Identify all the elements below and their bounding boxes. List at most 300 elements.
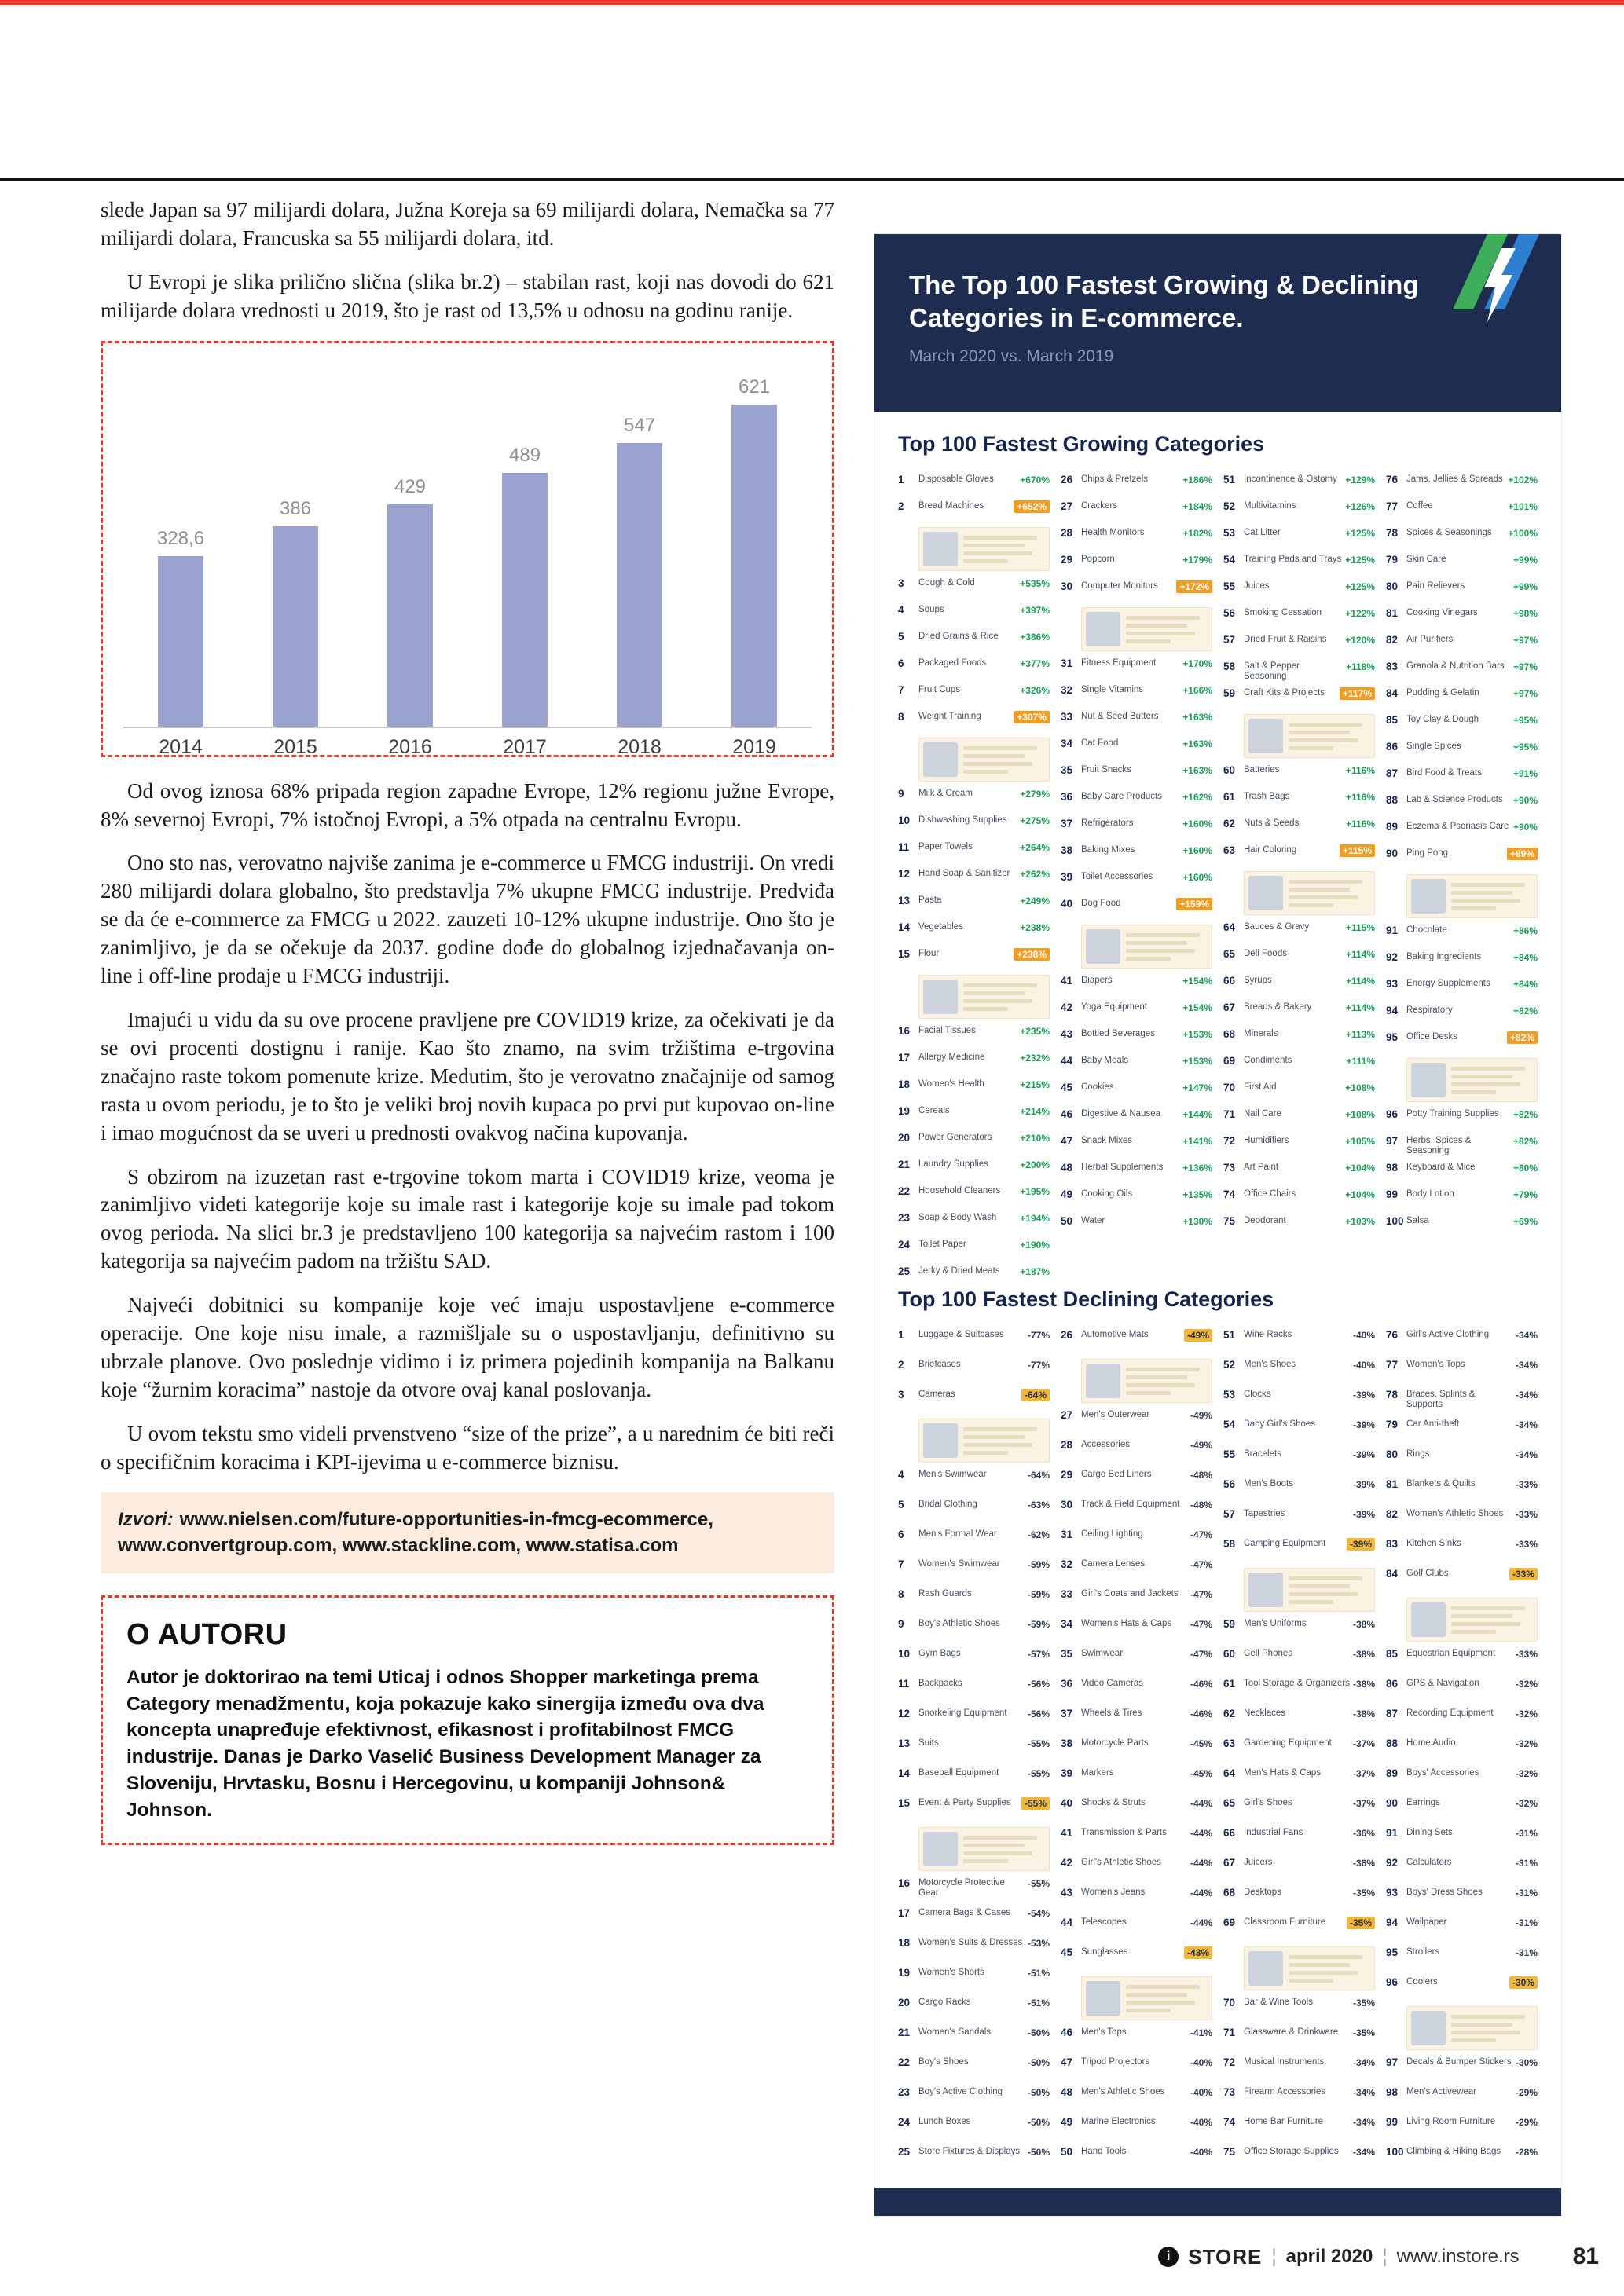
- category-name: Ceiling Lighting: [1081, 1529, 1143, 1539]
- category-rank: 15: [898, 1797, 911, 1809]
- article-paragraph: Najveći dobitnici su kompanije koje već imaju uspostavljene e-commerce operacije. One koje nisu imale, a razmišljale su o uspostavljanju, definitivno su ubrzale planove. Ovo poslednje vidimo i iz primera pojedinih kompanija na Balkanu koje “žurnim koracima” nastoje da otvore ovaj kanal poslovanja.: [101, 1293, 834, 1401]
- category-item: [1061, 1000, 1212, 1027]
- category-item: [1223, 552, 1375, 579]
- bar-year-label: 2016: [388, 735, 432, 758]
- category-name: Dried Grains & Rice: [918, 632, 999, 641]
- category-name: Spices & Seasonings: [1406, 528, 1492, 537]
- bar-year-label: 2015: [273, 735, 317, 758]
- category-item: [898, 1327, 1050, 1357]
- category-value: -34%: [1515, 1360, 1538, 1371]
- category-name: Earrings: [1406, 1798, 1440, 1807]
- category-name: Bracelets: [1244, 1449, 1281, 1459]
- category-rank: 64: [1223, 921, 1236, 933]
- category-value: -50%: [1027, 2087, 1050, 2098]
- page-footer: [786, 2243, 1599, 2270]
- category-rank: 95: [1386, 1946, 1399, 1958]
- category-rank: 24: [898, 2116, 911, 2128]
- category-item: [898, 1965, 1050, 1995]
- category-value: +190%: [1020, 1240, 1050, 1251]
- category-value: +159%: [1176, 898, 1212, 910]
- category-item: [1386, 1945, 1538, 1975]
- category-name: Musical Instruments: [1244, 2057, 1325, 2067]
- category-rank: 34: [1061, 1618, 1073, 1630]
- category-value: +108%: [1345, 1109, 1375, 1120]
- category-name: Minerals: [1244, 1029, 1278, 1038]
- category-rank: 10: [898, 1648, 911, 1660]
- bar-year-label: 2019: [732, 735, 776, 758]
- category-name: Facial Tissues: [918, 1026, 976, 1035]
- callout-text-placeholder: [1451, 1063, 1533, 1097]
- category-rank: 54: [1223, 554, 1236, 566]
- category-item: [898, 1587, 1050, 1617]
- page-number: 81: [1572, 2243, 1599, 2269]
- category-rank: 31: [1061, 1529, 1073, 1540]
- category-rank: 56: [1223, 607, 1236, 619]
- category-name: Vegetables: [918, 922, 963, 932]
- category-rank: 96: [1386, 1108, 1399, 1120]
- category-value: -47%: [1190, 1619, 1212, 1630]
- category-value: +111%: [1346, 1056, 1375, 1067]
- category-value: +113%: [1345, 1029, 1375, 1040]
- category-item: [1061, 2115, 1212, 2144]
- category-rank: 4: [898, 1469, 904, 1481]
- category-value: -59%: [1027, 1559, 1050, 1570]
- category-item: [1061, 843, 1212, 870]
- category-rank: 15: [898, 948, 911, 960]
- category-rank: 39: [1061, 871, 1073, 883]
- category-rank: 81: [1386, 607, 1399, 619]
- category-item: [1061, 2025, 1212, 2055]
- bar-value-label: 386: [279, 497, 312, 519]
- category-item: [1223, 1000, 1375, 1027]
- category-rank: 84: [1386, 1568, 1399, 1580]
- category-value: -32%: [1515, 1768, 1538, 1779]
- category-value: +232%: [1020, 1053, 1050, 1064]
- category-item: [1061, 763, 1212, 789]
- category-name: Nail Care: [1244, 1109, 1281, 1119]
- category-name: Living Room Furniture: [1406, 2117, 1496, 2126]
- category-item: [1061, 1027, 1212, 1053]
- category-rank: 61: [1223, 1678, 1236, 1690]
- lightning-logo-icon: [1446, 234, 1541, 352]
- category-column: [1223, 1327, 1375, 2158]
- category-item: [1386, 579, 1538, 606]
- category-item: [1386, 950, 1538, 976]
- category-rank: 99: [1386, 1188, 1399, 1200]
- category-rank: 53: [1223, 1389, 1236, 1401]
- bar: [248, 498, 343, 727]
- category-name: Salt & Pepper Seasoning: [1244, 661, 1300, 682]
- category-item: [1223, 1160, 1375, 1187]
- category-rank: 75: [1223, 1215, 1236, 1227]
- category-rank: 60: [1223, 764, 1236, 776]
- category-value: -39%: [1352, 1419, 1375, 1430]
- category-item: [1223, 1187, 1375, 1214]
- category-rank: 85: [1386, 1648, 1399, 1660]
- category-rank: 42: [1061, 1002, 1073, 1013]
- category-value: +153%: [1182, 1029, 1212, 1040]
- category-name: Boy's Athletic Shoes: [918, 1619, 1000, 1628]
- declining-grid: [898, 1327, 1538, 2158]
- category-rank: 8: [898, 1588, 904, 1600]
- category-value: -35%: [1347, 1917, 1375, 1929]
- category-rank: 41: [1061, 975, 1073, 987]
- category-name: Baby Girl's Shoes: [1244, 1419, 1316, 1429]
- infographic: [874, 233, 1562, 2217]
- category-value: +84%: [1512, 979, 1538, 990]
- category-item: [1386, 1706, 1538, 1736]
- category-item: [1223, 1736, 1375, 1766]
- category-name: Humidifiers: [1244, 1136, 1289, 1145]
- category-rank: 74: [1223, 2116, 1236, 2128]
- category-name: Incontinence & Ostomy: [1244, 474, 1337, 484]
- category-value: -35%: [1352, 1888, 1375, 1899]
- category-rank: 53: [1223, 527, 1236, 539]
- category-name: Automotive Mats: [1081, 1330, 1149, 1339]
- category-item: [1061, 1587, 1212, 1617]
- category-item: [1061, 1766, 1212, 1796]
- category-name: Packaged Foods: [918, 658, 987, 668]
- category-value: -44%: [1190, 1828, 1212, 1839]
- sources-label: Izvori:: [118, 1508, 174, 1530]
- category-item: [1386, 606, 1538, 632]
- category-value: +130%: [1182, 1216, 1212, 1227]
- category-name: Yoga Equipment: [1081, 1002, 1147, 1012]
- category-rank: 75: [1223, 2146, 1236, 2158]
- category-name: Firearm Accessories: [1244, 2087, 1326, 2096]
- category-name: Gym Bags: [918, 1649, 961, 1658]
- category-value: +105%: [1345, 1136, 1375, 1147]
- category-item: [1223, 1107, 1375, 1133]
- category-name: Digestive & Nausea: [1081, 1109, 1160, 1119]
- author-box-text: Autor je doktorirao na temi Uticaj i odnos Shopper marketinga prema Category menadžmentu, koja pokazuje kako sinergija između ova dva koncepta unapređuje efektivnost, efikasnost i profitabilnost FMCG industrije. Danas je Darko Vaselić Business Development Manager za Sloveniju, Hrvtasku, Bosnu i Hercegovinu, u kompaniji Johnson& Johnson.: [126, 1666, 764, 1821]
- category-value: +97%: [1512, 661, 1538, 672]
- category-value: +90%: [1512, 795, 1538, 806]
- top-black-rule: [0, 178, 1624, 181]
- category-item: [1386, 846, 1538, 873]
- category-value: -28%: [1515, 2147, 1538, 2158]
- bar-year-label: 2014: [159, 735, 203, 758]
- category-rank: 83: [1386, 661, 1399, 672]
- category-rank: 37: [1061, 818, 1073, 829]
- category-value: +326%: [1020, 685, 1050, 696]
- infographic-header: [874, 234, 1561, 412]
- category-rank: 63: [1223, 1738, 1236, 1749]
- category-item: [898, 1023, 1050, 1050]
- category-value: +114%: [1345, 949, 1375, 960]
- category-value: -49%: [1184, 1329, 1212, 1342]
- category-item: [1386, 1507, 1538, 1536]
- category-value: -55%: [1027, 1768, 1050, 1779]
- category-item: [1061, 1617, 1212, 1646]
- category-rank: 5: [898, 631, 904, 643]
- category-value: +162%: [1182, 792, 1212, 803]
- infographic-title-line2: Categories in E-commerce.: [909, 303, 1244, 333]
- category-item: [898, 1557, 1050, 1587]
- category-value: -40%: [1190, 2117, 1212, 2128]
- category-rank: 14: [898, 1767, 911, 1779]
- category-item: [1386, 976, 1538, 1003]
- category-rank: 79: [1386, 554, 1399, 566]
- category-item: [898, 1796, 1050, 1825]
- category-value: -43%: [1184, 1946, 1212, 1959]
- category-item: [1061, 1214, 1212, 1240]
- category-value: -44%: [1190, 1858, 1212, 1869]
- category-name: Boy's Shoes: [918, 2057, 969, 2067]
- category-item: [1386, 766, 1538, 793]
- category-name: Hand Tools: [1081, 2147, 1127, 2156]
- category-item: [898, 1077, 1050, 1104]
- category-value: -44%: [1190, 1798, 1212, 1809]
- category-column: [898, 472, 1050, 1277]
- category-value: +377%: [1020, 658, 1050, 669]
- category-value: +386%: [1020, 632, 1050, 643]
- category-value: -48%: [1190, 1500, 1212, 1511]
- category-value: +116%: [1345, 765, 1375, 776]
- category-name: Briefcases: [918, 1360, 961, 1369]
- category-value: +238%: [1014, 948, 1050, 961]
- category-rank: 43: [1061, 1887, 1073, 1899]
- category-name: Laundry Supplies: [918, 1159, 988, 1169]
- category-name: Computer Monitors: [1081, 581, 1158, 591]
- category-rank: 72: [1223, 1135, 1236, 1147]
- category-item: [1223, 579, 1375, 606]
- category-name: Milk & Cream: [918, 789, 973, 798]
- category-item: [898, 893, 1050, 920]
- category-item: [1223, 499, 1375, 525]
- category-name: Diapers: [1081, 976, 1113, 985]
- category-name: Flour: [918, 949, 940, 958]
- category-rank: 65: [1223, 948, 1236, 960]
- category-rank: 88: [1386, 1738, 1399, 1749]
- category-value: -56%: [1027, 1679, 1050, 1690]
- category-item: [1223, 947, 1375, 973]
- category-value: -36%: [1352, 1828, 1375, 1839]
- category-value: +125%: [1345, 528, 1375, 539]
- category-name: Telescopes: [1081, 1917, 1127, 1927]
- category-value: +82%: [1512, 1109, 1538, 1120]
- category-item: [1061, 1080, 1212, 1107]
- category-value: -48%: [1190, 1470, 1212, 1481]
- category-value: +97%: [1512, 635, 1538, 646]
- category-name: Breads & Bakery: [1244, 1002, 1312, 1012]
- bar: [134, 528, 228, 727]
- category-rank: 25: [898, 1265, 911, 1277]
- growing-grid: [898, 472, 1538, 1277]
- category-item: [1223, 2085, 1375, 2115]
- category-name: Bread Machines: [918, 501, 984, 511]
- category-value: -40%: [1352, 1360, 1375, 1371]
- category-rank: 19: [898, 1105, 911, 1117]
- category-name: Household Cleaners: [918, 1186, 1001, 1196]
- chart-year-labels: [123, 736, 812, 759]
- category-value: -51%: [1027, 1968, 1050, 1979]
- category-value: +101%: [1508, 501, 1538, 512]
- category-name: Braces, Splints & Supports: [1406, 1390, 1476, 1410]
- category-name: Women's Health: [918, 1079, 984, 1089]
- category-name: Tripod Projectors: [1081, 2057, 1150, 2067]
- category-name: Keyboard & Mice: [1406, 1163, 1476, 1172]
- category-name: Decals & Bumper Stickers: [1406, 2057, 1512, 2067]
- category-value: -47%: [1190, 1529, 1212, 1540]
- category-item: [1061, 896, 1212, 923]
- category-rank: 16: [898, 1025, 911, 1037]
- category-item: [1223, 1796, 1375, 1825]
- category-name: Bridal Clothing: [918, 1500, 977, 1509]
- category-value: +104%: [1345, 1163, 1375, 1174]
- category-value: +200%: [1020, 1159, 1050, 1170]
- callout-text-placeholder: [1126, 1981, 1208, 2016]
- category-item: [1223, 1357, 1375, 1387]
- category-value: +160%: [1182, 845, 1212, 856]
- category-name: Women's Athletic Shoes: [1406, 1509, 1504, 1518]
- category-item: [898, 1876, 1050, 1906]
- category-item: [1061, 499, 1212, 525]
- category-name: Water: [1081, 1216, 1105, 1225]
- category-name: Trash Bags: [1244, 792, 1290, 801]
- category-item: [1061, 1327, 1212, 1357]
- category-rank: 78: [1386, 527, 1399, 539]
- category-value: -34%: [1352, 2147, 1375, 2158]
- category-name: Women's Tops: [1406, 1360, 1465, 1369]
- category-name: Juices: [1244, 581, 1270, 591]
- category-rank: 73: [1223, 1162, 1236, 1174]
- category-item: [1386, 659, 1538, 686]
- category-name: Clocks: [1244, 1390, 1271, 1399]
- category-name: Eczema & Psoriasis Care: [1406, 822, 1509, 831]
- category-rank: 36: [1061, 1678, 1073, 1690]
- category-item: [1061, 1646, 1212, 1676]
- category-name: Popcorn: [1081, 555, 1115, 564]
- category-rank: 22: [898, 2056, 911, 2068]
- category-item: [1061, 1945, 1212, 1975]
- category-rank: 22: [898, 1185, 911, 1197]
- category-item: [1386, 1915, 1538, 1945]
- bar-rect: [617, 443, 662, 727]
- category-item: [898, 656, 1050, 683]
- category-value: +154%: [1182, 1002, 1212, 1013]
- sources-note: [101, 1492, 834, 1573]
- category-value: -33%: [1515, 1649, 1538, 1660]
- category-item: [1061, 870, 1212, 896]
- category-rank: 16: [898, 1877, 911, 1889]
- author-box-title: O AUTORU: [126, 1617, 288, 1651]
- category-rank: 98: [1386, 2086, 1399, 2098]
- category-rank: 9: [898, 1618, 904, 1630]
- category-value: +182%: [1182, 528, 1212, 539]
- category-name: Camera Lenses: [1081, 1559, 1146, 1569]
- category-value: -32%: [1515, 1738, 1538, 1749]
- category-value: +115%: [1345, 922, 1375, 933]
- category-value: -38%: [1352, 1649, 1375, 1660]
- category-value: +187%: [1020, 1266, 1050, 1277]
- category-column: [1386, 1327, 1538, 2158]
- category-value: -34%: [1515, 1390, 1538, 1401]
- callout-text-placeholder: [1126, 612, 1208, 646]
- category-value: +147%: [1182, 1082, 1212, 1093]
- category-name: Men's Activewear: [1406, 2087, 1477, 2096]
- category-value: -30%: [1515, 2057, 1538, 2068]
- category-value: -39%: [1352, 1390, 1375, 1401]
- category-item: [898, 1050, 1050, 1077]
- category-item: [898, 1706, 1050, 1736]
- category-value: -34%: [1515, 1419, 1538, 1430]
- category-name: Cookies: [1081, 1082, 1114, 1092]
- category-item: [1386, 1536, 1538, 1566]
- category-item: [1061, 525, 1212, 552]
- category-rank: 3: [898, 577, 904, 589]
- category-item: [1061, 1133, 1212, 1160]
- category-value: +103%: [1345, 1216, 1375, 1227]
- product-thumbnail: [1248, 1951, 1283, 1986]
- product-thumbnail: [1248, 876, 1283, 910]
- category-rank: 44: [1061, 1917, 1073, 1928]
- category-item: [1061, 973, 1212, 1000]
- category-value: -46%: [1190, 1708, 1212, 1719]
- bar: [363, 476, 457, 727]
- category-rank: 55: [1223, 1448, 1236, 1460]
- category-item: [898, 813, 1050, 840]
- category-value: +125%: [1345, 555, 1375, 566]
- category-rank: 10: [898, 815, 911, 826]
- category-name: Tapestries: [1244, 1509, 1285, 1518]
- category-value: -30%: [1509, 1976, 1538, 1989]
- chart-bars: [123, 372, 812, 728]
- footer-separator: ¦: [1382, 2246, 1388, 2267]
- category-value: -29%: [1515, 2117, 1538, 2128]
- category-rank: 60: [1223, 1648, 1236, 1660]
- infographic-subtitle: March 2020 vs. March 2019: [909, 347, 1114, 366]
- category-name: Home Bar Furniture: [1244, 2117, 1323, 2126]
- category-item: [1223, 525, 1375, 552]
- category-item: [1061, 1437, 1212, 1467]
- category-name: Motorcycle Protective Gear: [918, 1878, 1005, 1899]
- category-name: Fruit Cups: [918, 685, 961, 694]
- category-name: Syrups: [1244, 976, 1272, 985]
- category-item: [898, 1210, 1050, 1237]
- category-name: Cereals: [918, 1106, 950, 1115]
- category-rank: 76: [1386, 1329, 1399, 1341]
- category-item: [1061, 736, 1212, 763]
- category-value: +91%: [1512, 768, 1538, 779]
- category-value: -45%: [1190, 1738, 1212, 1749]
- category-item: [1061, 1527, 1212, 1557]
- category-name: Gardening Equipment: [1244, 1738, 1332, 1748]
- category-value: -33%: [1515, 1509, 1538, 1520]
- category-rank: 70: [1223, 1082, 1236, 1093]
- category-value: -51%: [1027, 1998, 1050, 2009]
- category-name: Transmission & Parts: [1081, 1828, 1167, 1837]
- category-value: -34%: [1352, 2117, 1375, 2128]
- category-value: -37%: [1352, 1798, 1375, 1809]
- category-item: [1223, 606, 1375, 632]
- category-name: Rings: [1406, 1449, 1430, 1459]
- category-name: Fruit Snacks: [1081, 765, 1131, 774]
- category-rank: 50: [1061, 1215, 1073, 1227]
- category-value: -41%: [1190, 2027, 1212, 2038]
- category-name: Pudding & Gelatin: [1406, 688, 1479, 698]
- category-rank: 47: [1061, 1135, 1073, 1147]
- category-rank: 20: [898, 1132, 911, 1144]
- category-value: +86%: [1512, 925, 1538, 936]
- category-value: +95%: [1512, 742, 1538, 753]
- category-item: [898, 683, 1050, 709]
- category-value: +118%: [1345, 661, 1375, 672]
- category-name: Men's Athletic Shoes: [1081, 2087, 1165, 2096]
- category-name: Shocks & Struts: [1081, 1798, 1146, 1807]
- category-value: +95%: [1512, 715, 1538, 726]
- category-item: [1223, 1027, 1375, 1053]
